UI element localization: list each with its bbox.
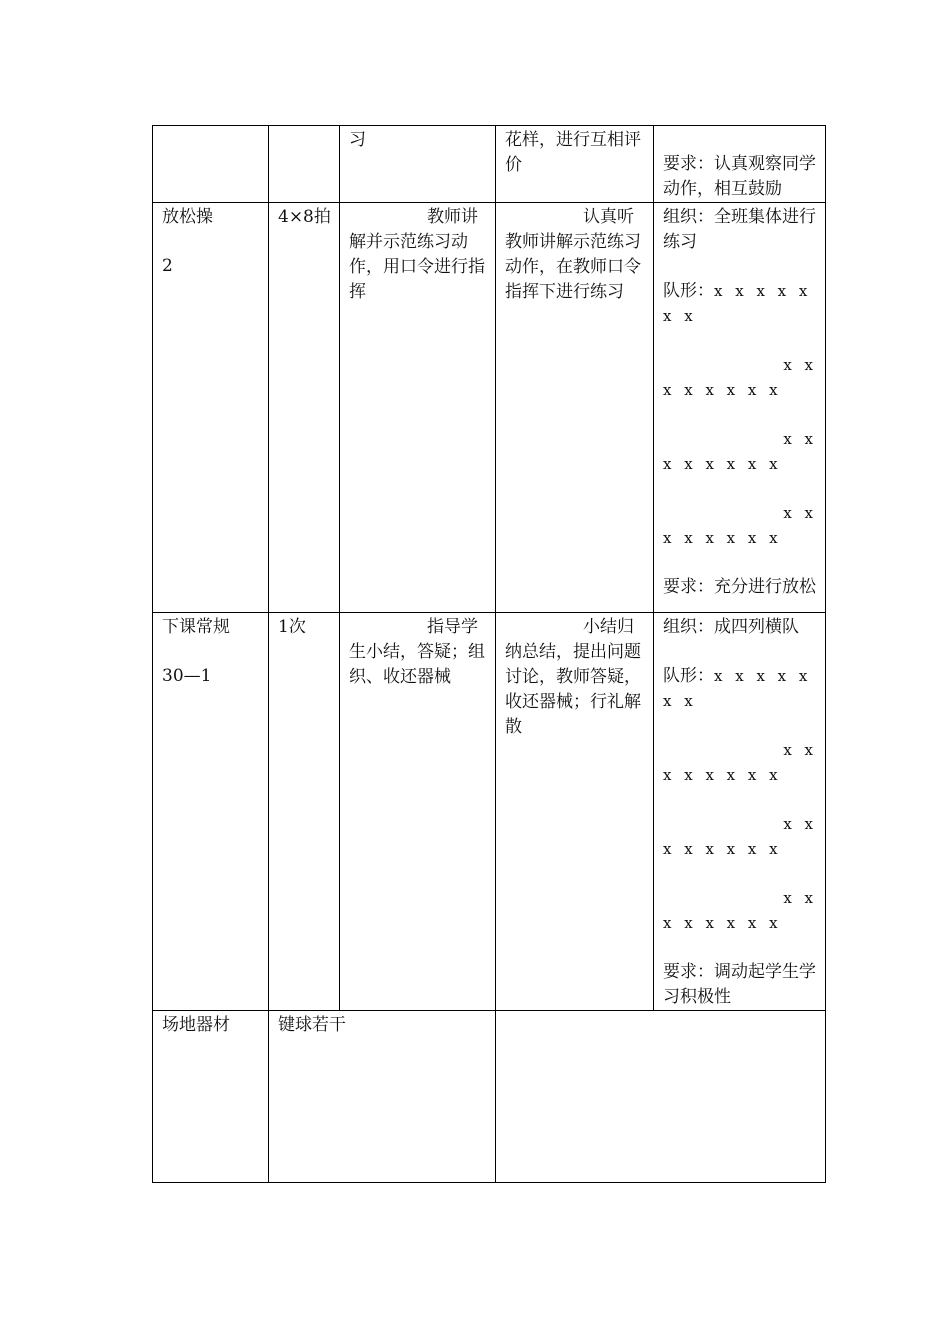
organization-text: 组织：全班集体进行练习 — [663, 207, 816, 252]
formation-line — [663, 812, 817, 862]
content-cell — [153, 203, 269, 613]
spacer — [663, 477, 817, 501]
table-row — [153, 1011, 826, 1183]
teacher-activity-text: 习 — [349, 130, 366, 150]
amount-cell — [269, 203, 340, 613]
equipment-cell — [269, 1011, 496, 1183]
requirement-text: 要求：调动起学生学习积极性 — [663, 962, 816, 1007]
requirement-text: 要求：认真观察同学动作，相互鼓励 — [663, 154, 816, 199]
spacer — [663, 714, 817, 738]
item-time: 2 — [162, 256, 173, 276]
spacer — [162, 230, 260, 254]
student-activity-cell — [496, 203, 654, 613]
formation-head: x x — [783, 815, 817, 833]
organization-cell — [654, 126, 826, 203]
equipment-text: 键球若干 — [278, 1015, 346, 1035]
table-row — [153, 613, 826, 1011]
formation-tail: x x x x x x — [663, 766, 782, 784]
formation-tail: x x x x x x — [663, 381, 782, 399]
amount-cell — [269, 613, 340, 1011]
empty-cell — [496, 1011, 826, 1183]
formation-head: x x — [783, 356, 817, 374]
formation-tail: x x x x x x — [663, 914, 782, 932]
item-amount: 4×8拍 — [278, 207, 331, 227]
formation-line — [663, 501, 817, 551]
teacher-activity-cell — [340, 126, 496, 203]
spacer — [663, 788, 817, 812]
student-activity-text: 认真听教师讲解示范练习动作，在教师口令指挥下进行练习 — [505, 207, 641, 302]
item-amount: 1次 — [278, 617, 306, 637]
spacer — [663, 551, 817, 575]
item-time: 30—1 — [162, 666, 212, 686]
teacher-activity-text: 教师讲解并示范练习动作，用口令进行指挥 — [349, 207, 485, 302]
content-cell — [153, 613, 269, 1011]
item-name: 场地器材 — [162, 1015, 230, 1035]
table-row — [153, 203, 826, 613]
requirement-text: 要求：充分进行放松 — [663, 577, 816, 597]
content-cell — [153, 126, 269, 203]
formation-head: x x — [783, 741, 817, 759]
formation-label: 队形： — [663, 281, 714, 301]
formation-block — [663, 279, 817, 329]
teacher-activity-text: 指导学生小结，答疑；组织、收还器械 — [349, 617, 485, 687]
spacer — [663, 128, 817, 152]
table-row — [153, 126, 826, 203]
formation-tail: x x x x x x — [663, 455, 782, 473]
item-name: 放松操 — [162, 207, 213, 227]
spacer — [663, 936, 817, 960]
student-activity-cell — [496, 613, 654, 1011]
formation-first-line: x x x x x x x — [663, 667, 812, 710]
formation-line — [663, 886, 817, 936]
spacer — [663, 329, 817, 353]
student-activity-text: 花样，进行互相评价 — [505, 130, 641, 175]
formation-head: x x — [783, 504, 817, 522]
student-activity-cell — [496, 126, 654, 203]
teacher-activity-cell — [340, 203, 496, 613]
lesson-plan-table — [152, 125, 826, 1183]
organization-text: 组织：成四列横队 — [663, 617, 799, 637]
formation-block — [663, 664, 817, 714]
content-cell — [153, 1011, 269, 1183]
formation-first-line: x x x x x x x — [663, 282, 812, 325]
student-activity-text: 小结归纳总结，提出问题讨论，教师答疑，收还器械；行礼解散 — [505, 617, 641, 737]
teacher-activity-cell — [340, 613, 496, 1011]
organization-cell — [654, 203, 826, 613]
formation-head: x x — [783, 889, 817, 907]
amount-cell — [269, 126, 340, 203]
spacer — [663, 403, 817, 427]
item-name: 下课常规 — [162, 617, 230, 637]
formation-tail: x x x x x x — [663, 840, 782, 858]
organization-cell — [654, 613, 826, 1011]
formation-line — [663, 353, 817, 403]
formation-tail: x x x x x x — [663, 529, 782, 547]
spacer — [663, 640, 817, 664]
formation-label: 队形： — [663, 666, 714, 686]
spacer — [663, 862, 817, 886]
spacer — [162, 640, 260, 664]
formation-line — [663, 738, 817, 788]
formation-head: x x — [783, 430, 817, 448]
spacer — [663, 255, 817, 279]
formation-line — [663, 427, 817, 477]
